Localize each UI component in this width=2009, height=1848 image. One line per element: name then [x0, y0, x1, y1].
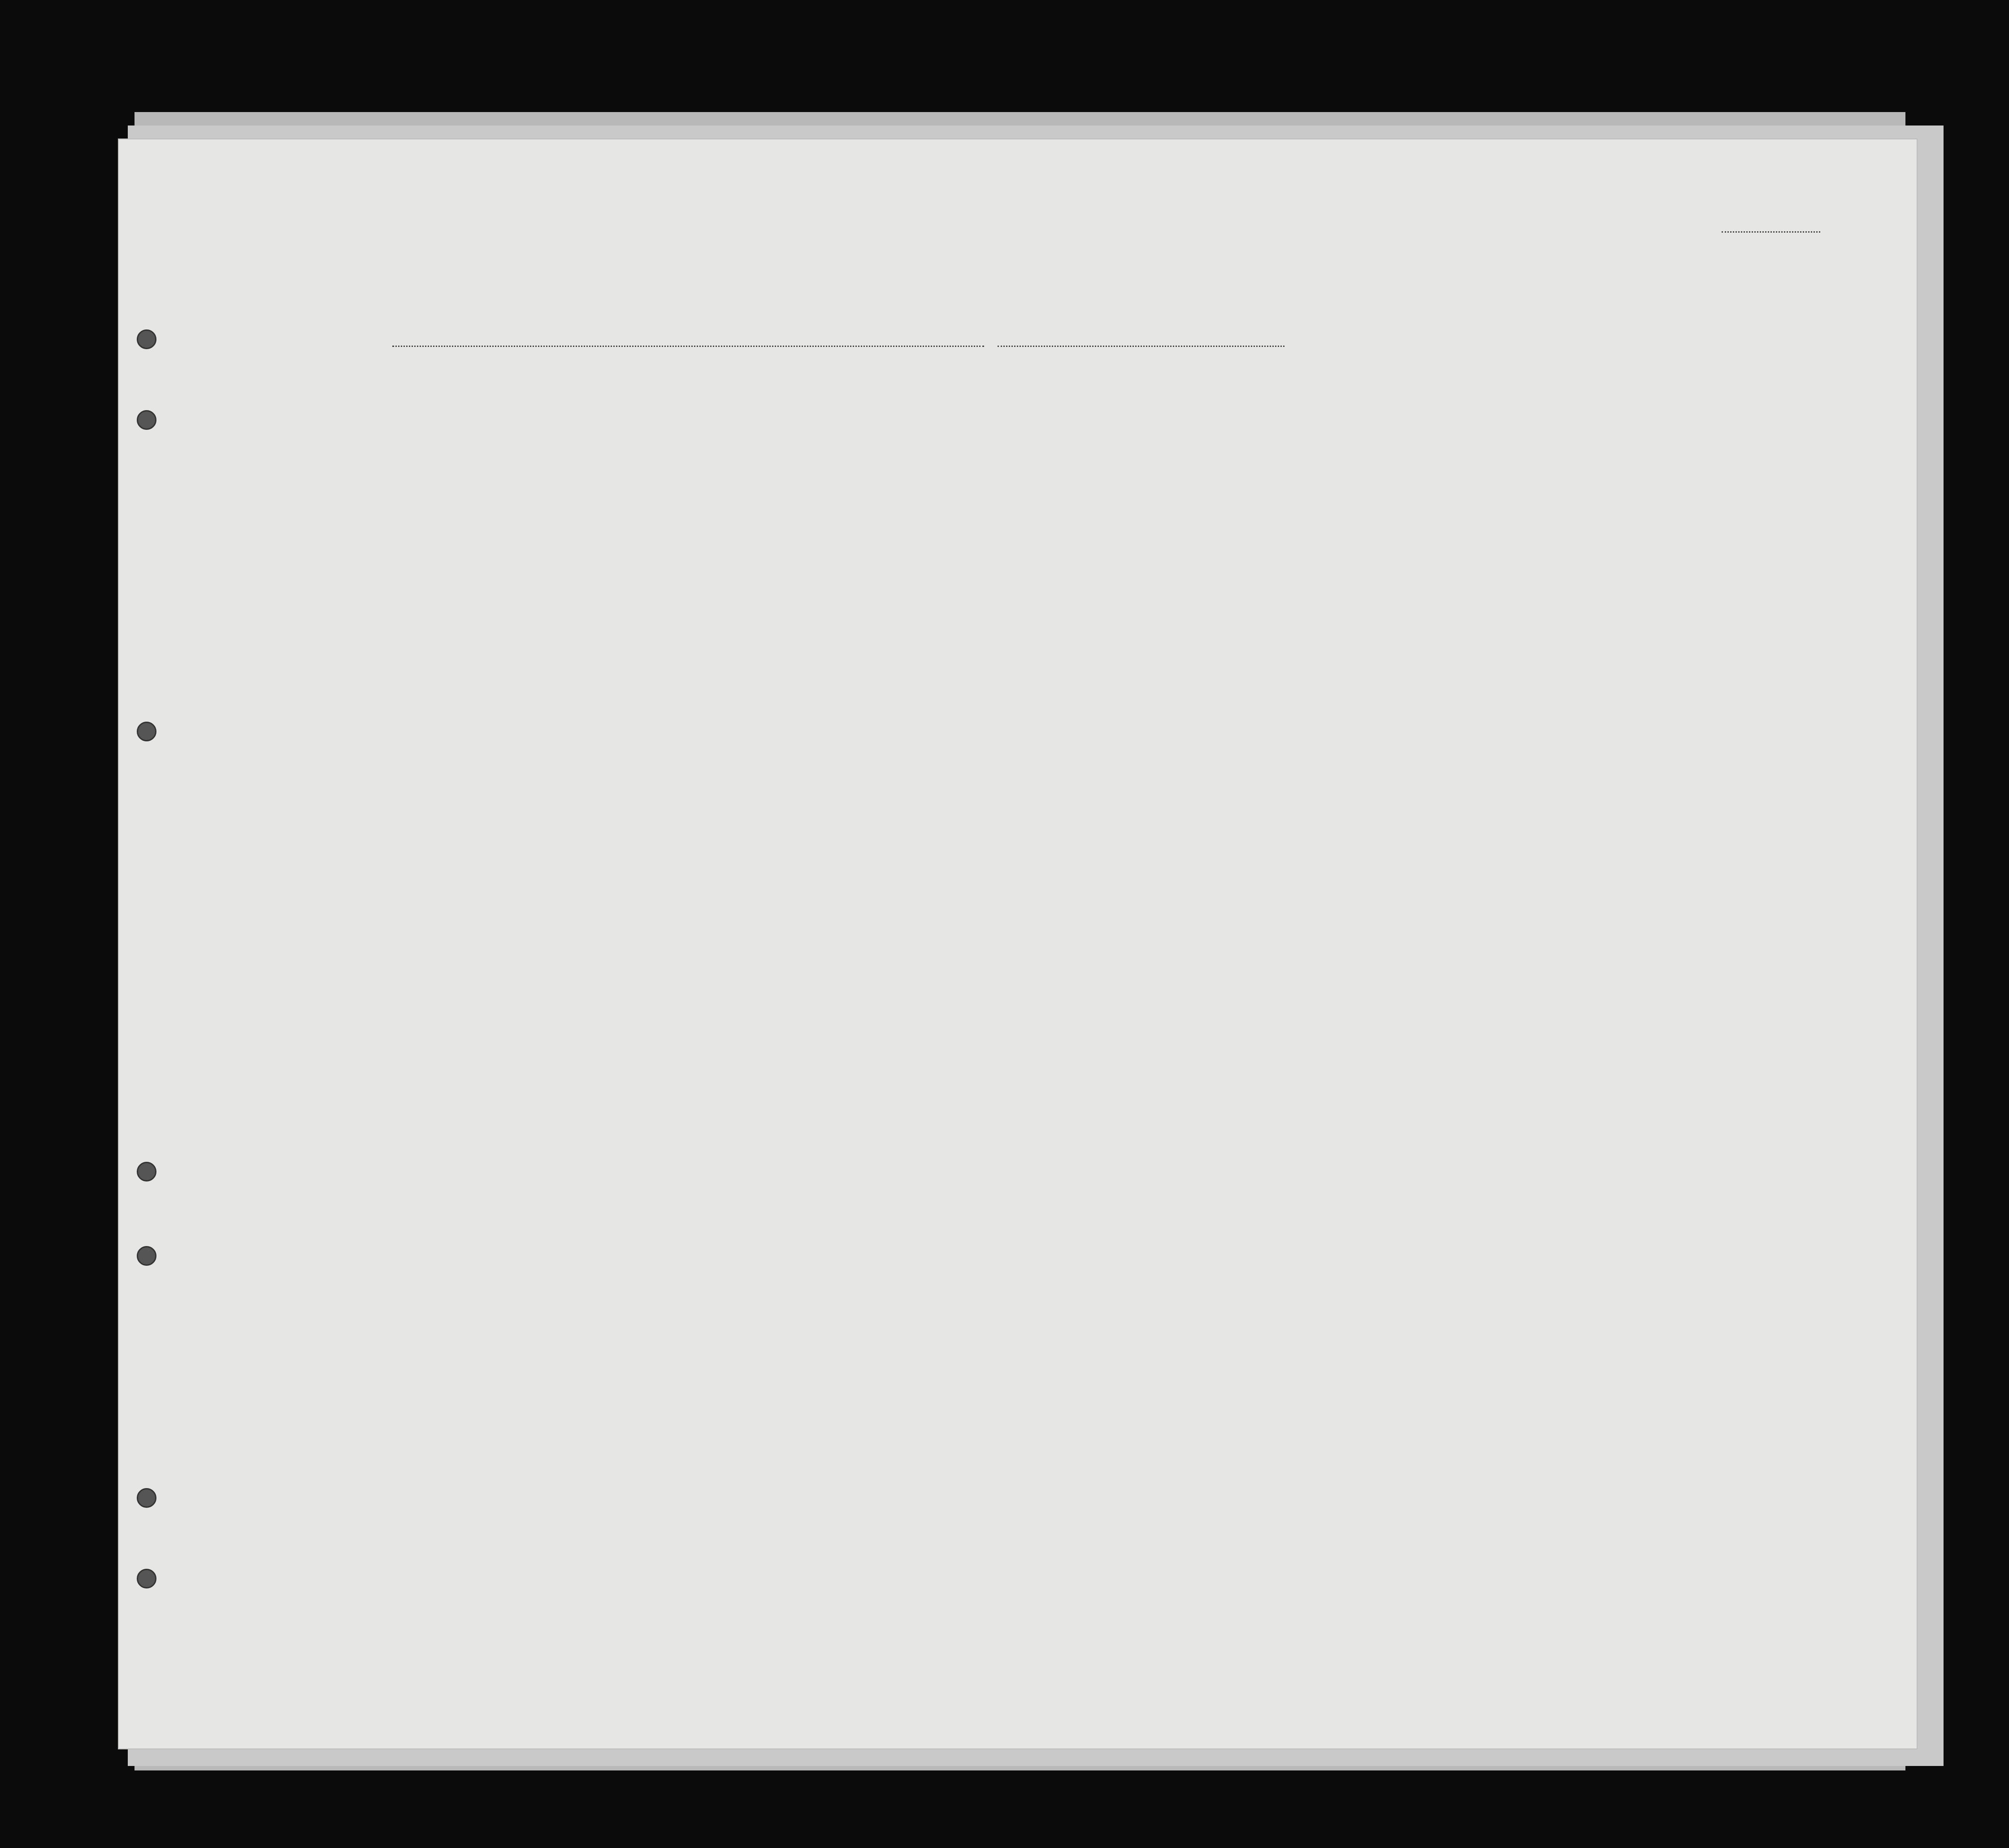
binder-hole	[137, 722, 156, 741]
manifest-sheet	[119, 139, 1917, 1748]
binder-hole	[137, 1162, 156, 1182]
binder-hole	[137, 1569, 156, 1588]
manifest-grid	[119, 139, 1917, 1748]
binder-hole	[137, 410, 156, 430]
binder-hole	[137, 329, 156, 349]
binder-hole	[137, 1246, 156, 1266]
binder-hole	[137, 1488, 156, 1508]
